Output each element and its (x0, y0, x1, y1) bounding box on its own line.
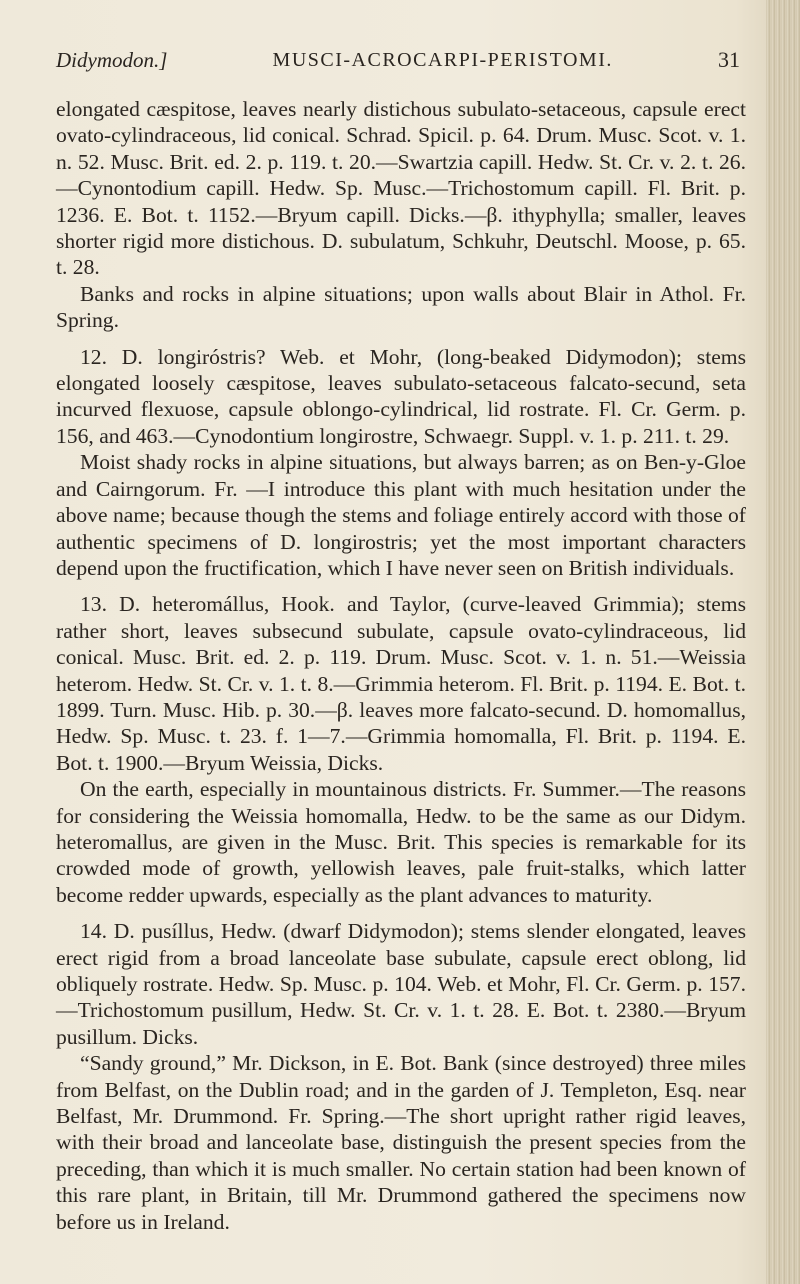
species-entry: 12. D. longiróstris? Web. et Mohr, (long-beaked Didymodon); stems elongated loosely cæspitose, leaves subulato-setaceous falcato-secund, seta incurved flexuose, capsule oblongo-cylindrical, lid rostrate. Fl. Cr. Germ. p. 156, and 463.—Cynodontium longirostre, Schwaegr. Suppl. v. 1. p. 211. t. 29. (56, 344, 746, 448)
body-text (56, 96, 746, 1235)
running-header (56, 40, 740, 80)
header-title: MUSCI-ACROCARPI-PERISTOMI. (272, 48, 613, 71)
paragraph: Moist shady rocks in alpine situations, but always barren; as on Ben-y-Gloe and Cairngorum. Fr. —I introduce this plant with much hesitation under the above name; because though the stems and foliage entirely accord with those of authentic specimens of D. longirostris; yet the most important characters depend upon the fructification, which I have never seen on British individuals. (56, 450, 746, 580)
header-genus: Didymodon.] (56, 47, 168, 72)
page-edge (766, 0, 800, 1284)
paragraph: “Sandy ground,” Mr. Dickson, in E. Bot. Bank (since destroyed) three miles from Belfast, on the Dublin road; and in the garden of J. Templeton, Esq. near Belfast, Mr. Drummond. Fr. Spring.—The short upright rather rigid leaves, with their broad and lanceolate base, distinguish the present species from the preceding, than which it is much smaller. No certain station had been known of this rare plant, in Britain, till Mr. Drummond gathered the specimens now before us in Ireland. (56, 1051, 746, 1234)
paragraph: Banks and rocks in alpine situations; upon walls about Blair in Athol. Fr. Spring. (56, 281, 746, 333)
page-number: 31 (718, 47, 740, 72)
paragraph: On the earth, especially in mountainous districts. Fr. Summer.—The reasons for considering the Weissia homomalla, Hedw. to be the same as our Didym. heteromallus, are given in the Musc. Brit. This species is remarkable for its crowded mode of growth, yellowish leaves, pale fruit-stalks, which latter become redder upwards, especially as the plant advances to maturity. (56, 777, 746, 907)
species-entry: 14. D. pusíllus, Hedw. (dwarf Didymodon); stems slender elongated, leaves erect rigid from a broad lanceolate base subulate, capsule erect oblong, lid obliquely rostrate. Hedw. Sp. Musc. p. 104. Web. et Mohr, Fl. Cr. Germ. p. 157.—Trichostomum pusillum, Hedw. St. Cr. v. 1. t. 28. E. Bot. t. 2380.—Bryum pusillum. Dicks. (56, 919, 746, 1049)
species-entry: 13. D. heteromállus, Hook. and Taylor, (curve-leaved Grimmia); stems rather short, leaves subsecund subulate, capsule ovato-cylindraceous, lid conical. Musc. Brit. ed. 2. p. 119. Drum. Musc. Scot. v. 1. n. 51.—Weissia heterom. Hedw. St. Cr. v. 1. t. 8.—Grimmia heterom. Fl. Brit. p. 1194. E. Bot. t. 1899. Turn. Musc. Hib. p. 30.—β. leaves more falcato-secund. D. homomallus, Hedw. Sp. Musc. t. 23. f. 1—7.—Grimmia homomalla, Fl. Brit. p. 1194. E. Bot. t. 1900.—Bryum Weissia, Dicks. (56, 592, 746, 775)
paragraph: elongated cæspitose, leaves nearly distichous subulato-setaceous, capsule erect ovato-cylindraceous, lid conical. Schrad. Spicil. p. 64. Drum. Musc. Scot. v. 1. n. 52. Musc. Brit. ed. 2. p. 119. t. 20.—Swartzia capill. Hedw. St. Cr. v. 2. t. 26.—Cynontodium capill. Hedw. Sp. Musc.—Trichostomum capill. Fl. Brit. p. 1236. E. Bot. t. 1152.—Bryum capill. Dicks.—β. ithyphylla; smaller, leaves shorter rigid more distichous. D. subulatum, Schkuhr, Deutschl. Moose, p. 65. t. 28. (56, 97, 746, 280)
